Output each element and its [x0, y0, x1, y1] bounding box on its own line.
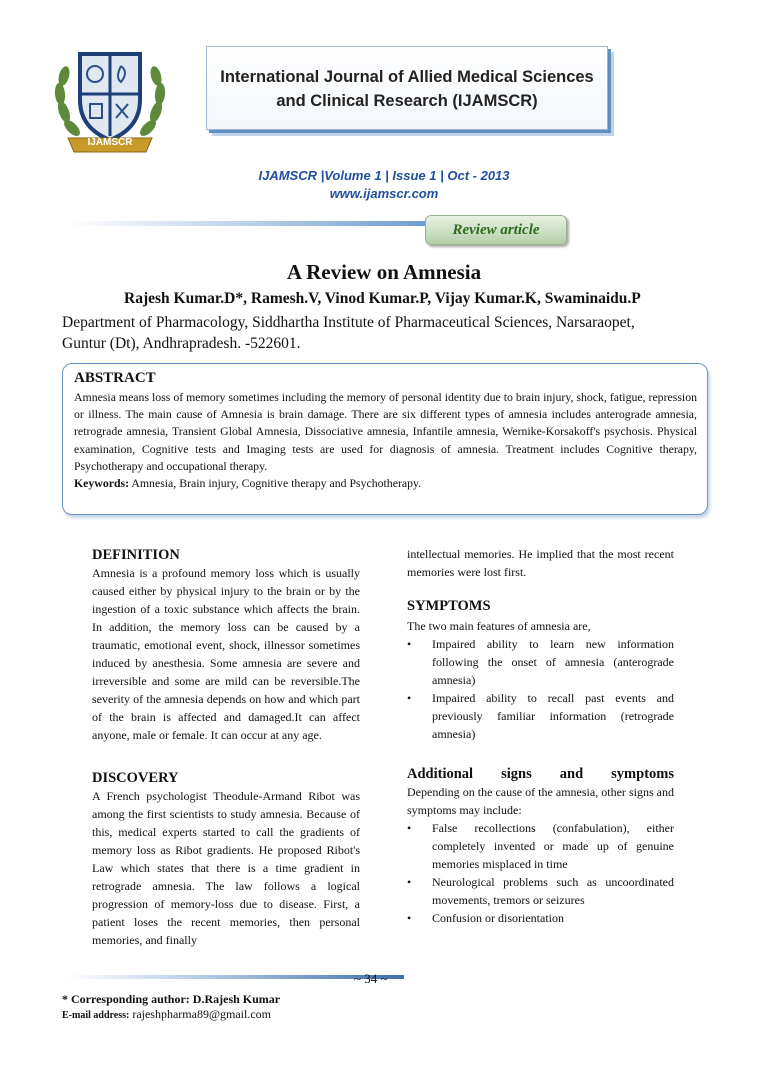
list-item: [407, 873, 674, 909]
affiliation: [62, 312, 702, 354]
journal-logo: [50, 42, 170, 160]
corresponding-author: * Corresponding author: D.Rajesh Kumar: [62, 992, 281, 1006]
list-item-text: Impaired ability to learn new information following the onset of amnesia (anterograde amnesia): [432, 637, 674, 687]
discovery-continued: [407, 545, 674, 581]
journal-website-link[interactable]: www.ijamscr.com: [329, 186, 439, 201]
list-item-text: False recollections (confabulation), either completely invented or made up of genuine memories misplaced in time: [432, 821, 674, 871]
symptoms-list: [407, 635, 674, 743]
bullet-icon: •: [407, 821, 412, 835]
additional-symptoms-section: [407, 765, 674, 927]
journal-title-line2: and Clinical Research (IJAMSCR): [276, 92, 538, 110]
definition-heading: DEFINITION: [92, 547, 180, 563]
discovery-text: A French psychologist Theodule-Armand Ribot was among the first scientists to study amnesia. Because of this, medical experts started to call the gradients of memory loss as Ribot gradients. He proposed Ribot's Law which states that there is a time gradient in retrograde amnesia. The law follows a logical progression of memory-loss due to disease. First, a patient loses the recent memories, then personal memories, and finally: [92, 789, 360, 947]
journal-title-line1: International Journal of Allied Medical Sciences: [220, 68, 594, 86]
logo-banner-text: IJAMSCR: [87, 137, 133, 148]
issue-info: IJAMSCR |Volume 1 | Issue 1 | Oct - 2013: [258, 168, 510, 183]
list-item-text: Confusion or disorientation: [432, 911, 564, 925]
abstract-heading: ABSTRACT: [74, 370, 156, 386]
list-item-text: Impaired ability to recall past events and previously familiar information (retrograde amnesia): [432, 691, 674, 741]
discovery-continued-text: intellectual memories. He implied that the most recent memories were lost first.: [407, 547, 674, 579]
discovery-section: [92, 769, 360, 949]
affiliation-line1: Department of Pharmacology, Siddhartha Institute of Pharmaceutical Sciences, Narsaraopet,: [62, 314, 635, 331]
definition-text: Amnesia is a profound memory loss which is usually caused either by physical injury to the brain or by the ingestion of a toxic substance which affects the brain. In addition, the memory loss can be caused by a traumatic, emotional event, shock, illnessor sometimes induced by anesthesia. Some amnesia are severe and irreversible and some are mild can be reversible.The severity of the amnesia depends on how and which part of the brain is affected and damaged.It can affect anyone, male or female. It can occur at any age.: [92, 566, 360, 742]
email-line: [62, 1007, 271, 1022]
bullet-icon: •: [407, 637, 412, 651]
symptoms-section: [407, 597, 674, 743]
article-title: A Review on Amnesia: [286, 260, 482, 284]
symptoms-intro: The two main features of amnesia are,: [407, 619, 591, 633]
list-item: [407, 635, 674, 689]
additional-symptoms-list: [407, 819, 674, 927]
list-item: [407, 819, 674, 873]
additional-symptoms-intro: Depending on the cause of the amnesia, other signs and symptoms may include:: [407, 785, 674, 817]
discovery-heading: DISCOVERY: [92, 770, 179, 786]
email-label: E-mail address:: [62, 1010, 130, 1021]
list-item-text: Neurological problems such as uncoordinated movements, tremors or seizures: [432, 875, 674, 907]
email-address-link[interactable]: rajeshpharma89@gmail.com: [132, 1007, 272, 1021]
keywords-label: Keywords:: [74, 476, 130, 491]
additional-symptoms-heading: Additional signs and symptoms: [407, 766, 674, 782]
abstract-box: [62, 363, 708, 515]
bullet-icon: •: [407, 875, 412, 889]
bullet-icon: •: [407, 691, 412, 705]
bullet-icon: •: [407, 911, 412, 925]
keywords-text: Amnesia, Brain injury, Cognitive therapy and Psychotherapy.: [131, 476, 422, 491]
symptoms-heading: SYMPTOMS: [407, 598, 491, 614]
page-number: ~ 34 ~: [354, 971, 388, 986]
affiliation-line2: Guntur (Dt), Andhrapradesh. -522601.: [62, 335, 301, 352]
journal-title-box: [206, 46, 608, 130]
header-divider: [66, 221, 436, 226]
article-type-badge: Review article: [425, 215, 567, 245]
abstract-text: Amnesia means loss of memory sometimes including the memory of personal identity due to brain injury, shock, fatigue, repression or illness. The main cause of Amnesia is brain damage. There are six different types of amnesia includes anterograde amnesia, retrograde amnesia, Transient Global Amnesia, Dissociative amnesia, Infantile amnesia, Wernike-Korsakoff's psychosis. Physical examination, Cognitive tests and Imaging tests are used for diagnosis of amnesia. Treatment includes Cognitive therapy, Psychotherapy and occupational therapy.: [74, 390, 697, 473]
keywords: [74, 475, 697, 492]
list-item: [407, 689, 674, 743]
list-item: [407, 909, 674, 927]
author-list: Rajesh Kumar.D*, Ramesh.V, Vinod Kumar.P, Vijay Kumar.K, Swaminaidu.P: [124, 290, 641, 307]
definition-section: [92, 546, 360, 744]
